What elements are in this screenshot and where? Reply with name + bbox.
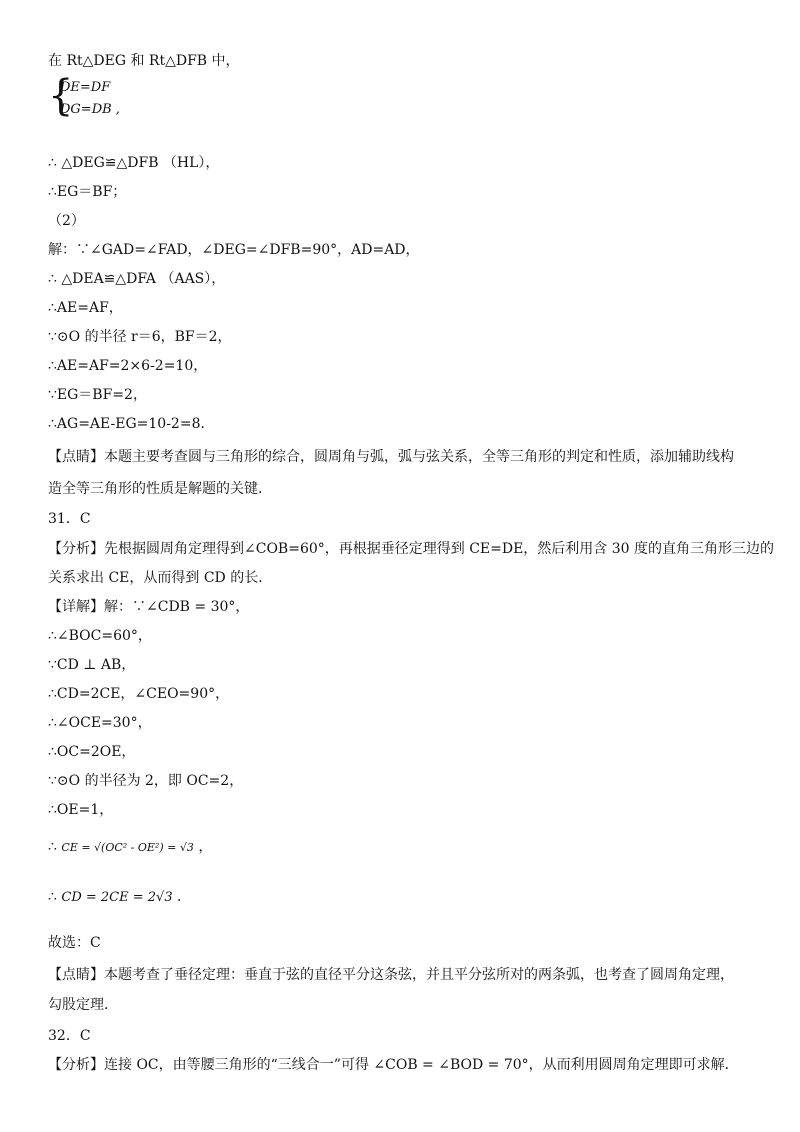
text-line: ∵EG＝BF=2， bbox=[48, 387, 147, 403]
text-line: ∴CD=2CE，∠CEO=90°， bbox=[48, 686, 230, 702]
punctuation: ． bbox=[177, 889, 192, 905]
text-line: ∴OC=2OE， bbox=[48, 744, 136, 760]
formula-cd: CD = 2CE = 2√3 bbox=[61, 890, 173, 905]
equation-line: DE=DF bbox=[60, 80, 111, 95]
analysis-line: 【分析】连接 OC，由等腰三角形的“三线合一”可得 ∠COB = ∠BOD = 70°，从而利用圆周角定理即可求解． bbox=[48, 1057, 739, 1073]
text-line: ∴∠BOC=60°， bbox=[48, 628, 152, 644]
equation-line: DG=DB , bbox=[60, 102, 120, 117]
text-line: ∵CD ⊥ AB， bbox=[48, 657, 136, 673]
comment-line: 勾股定理． bbox=[48, 997, 118, 1013]
text-line: 【详解】解：∵∠CDB = 30°， bbox=[48, 599, 250, 615]
punctuation: ， bbox=[198, 839, 213, 855]
text-line: ∴AE=AF=2×6-2=10， bbox=[48, 358, 208, 374]
text-line: ∴ △DEG≌△DFB （HL）， bbox=[48, 155, 220, 171]
text-line: 故选：C bbox=[48, 935, 101, 951]
comment-line: 造全等三角形的性质是解题的关键． bbox=[48, 481, 272, 497]
brace-symbol: { bbox=[48, 71, 74, 121]
text-line: ∴AG=AE-EG=10-2=8． bbox=[48, 416, 215, 432]
text-line: ∵⊙O 的半径为 2，即 OC=2， bbox=[48, 773, 244, 789]
comment-line: 【点睛】本题主要考查圆与三角形的综合，圆周角与弧，弧与弦关系，全等三角形的判定和性质，添加辅助线构 bbox=[48, 449, 734, 465]
analysis-line: 【分析】先根据圆周角定理得到∠COB=60°，再根据垂径定理得到 CE=DE，然后利用含 30 度的直角三角形三边的 bbox=[48, 541, 775, 557]
answer-heading: 32．C bbox=[48, 1028, 91, 1044]
therefore-symbol: ∴ bbox=[48, 889, 57, 905]
text-line: ∴AE=AF， bbox=[48, 300, 123, 316]
answer-heading: 31．C bbox=[48, 511, 91, 527]
comment-line: 【点睛】本题考查了垂径定理：垂直于弦的直径平分这条弦，并且平分弦所对的两条弧，也考查了圆周角定理， bbox=[48, 967, 734, 983]
formula-ce: CE = √(OC² - OE²) = √3 bbox=[61, 841, 194, 854]
text-line: 在 Rt△DEG 和 Rt△DFB 中， bbox=[48, 53, 240, 69]
formula-line bbox=[48, 888, 191, 907]
formula-line bbox=[48, 838, 212, 857]
therefore-symbol: ∴ bbox=[48, 839, 57, 855]
analysis-line: 关系求出 CE，从而得到 CD 的长． bbox=[48, 570, 273, 586]
text-line: 解：∵∠GAD=∠FAD，∠DEG=∠DFB=90°，AD=AD， bbox=[48, 242, 420, 258]
text-line: （2） bbox=[48, 213, 85, 229]
text-line: ∴OE=1， bbox=[48, 802, 114, 818]
text-line: ∴ △DEA≌△DFA （AAS）， bbox=[48, 271, 226, 287]
text-line: ∴EG＝BF； bbox=[48, 184, 127, 200]
text-line: ∵⊙O 的半径 r＝6，BF＝2， bbox=[48, 329, 232, 345]
equation-system bbox=[48, 71, 158, 124]
text-line: ∴∠OCE=30°， bbox=[48, 715, 152, 731]
